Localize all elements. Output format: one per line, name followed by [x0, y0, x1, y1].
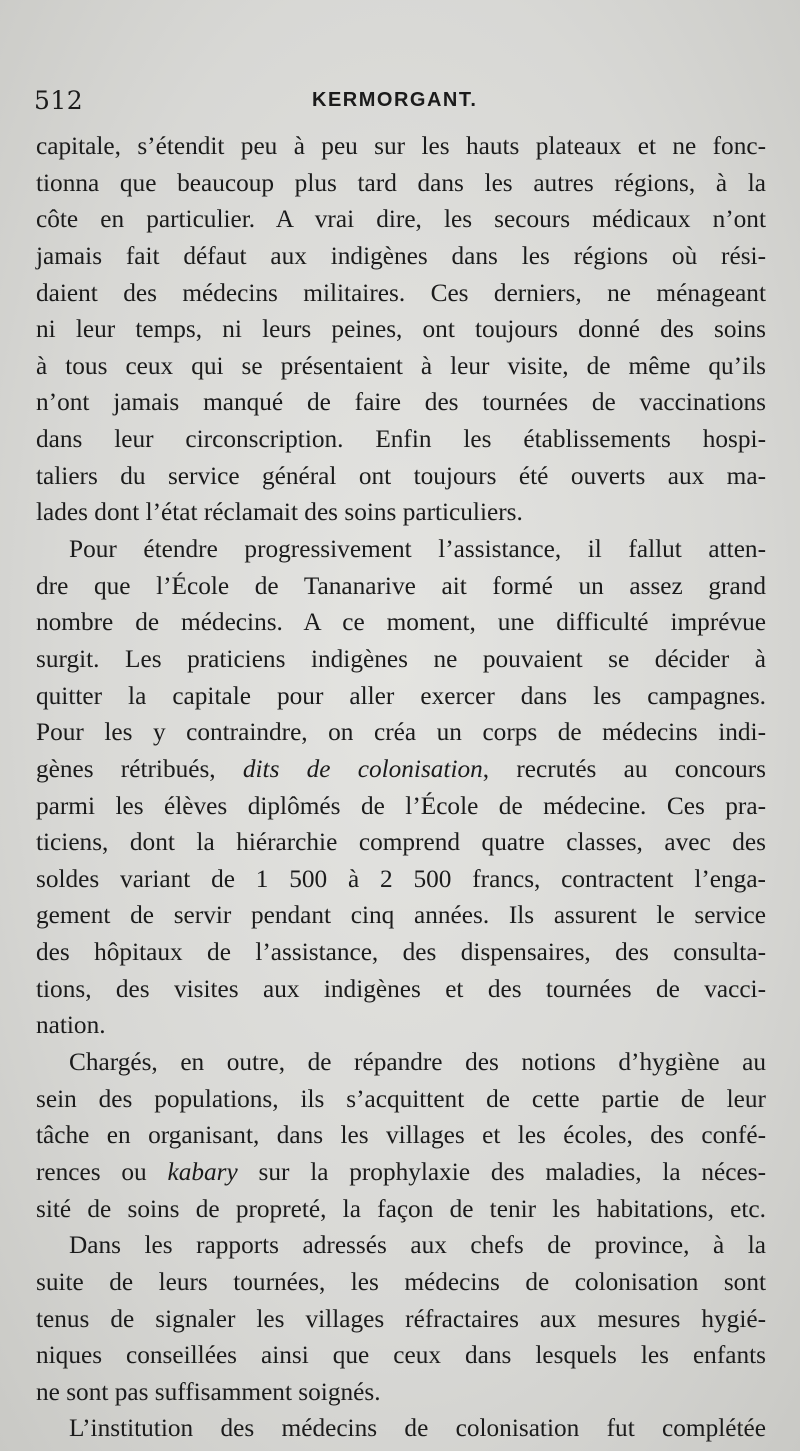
paragraph-2	[36, 531, 766, 1044]
paragraph-4	[36, 1227, 766, 1410]
text-line: quitter la capitale pour aller exercer dans les campagnes.	[36, 681, 766, 710]
text-line: des hôpitaux de l’assistance, des dispensaires, des consulta-	[36, 938, 766, 967]
paragraph-5	[36, 1410, 766, 1447]
text-line: sein des populations, ils s’acquittent de cette partie de leur	[36, 1084, 766, 1113]
text-line: soldes variant de 1 500 à 2 500 francs, contractent l’enga-	[36, 864, 766, 893]
text-line: nation.	[36, 1011, 106, 1040]
text-line: gènes rétribués, dits de colonisation, recrutés au concours	[36, 754, 767, 783]
page-header	[34, 86, 774, 126]
text-line: sité de soins de propreté, la façon de tenir les habitations, etc.	[36, 1194, 766, 1223]
text-line: tions, des visites aux indigènes et des tournées de vacci-	[36, 974, 766, 1003]
paragraph-1	[36, 128, 766, 531]
text-line: ni leur temps, ni leurs peines, ont toujours donné des soins	[36, 315, 766, 344]
text-line: gement de servir pendant cinq années. Ils assurent le service	[36, 901, 766, 930]
paragraph-3	[36, 1044, 766, 1227]
text-line: n’ont jamais manqué de faire des tournées de vaccinations	[36, 388, 766, 417]
text-line: taliers du service général ont toujours été ouverts aux ma-	[36, 461, 766, 490]
text-line: capitale, s’étendit peu à peu sur les hauts plateaux et ne fonc-	[36, 132, 766, 160]
text-line: ne sont pas suffisamment soignés.	[36, 1377, 381, 1406]
text-line: lades dont l’état réclamait des soins particuliers.	[36, 498, 523, 527]
text-line: niques conseillées ainsi que ceux dans lesquels les enfants	[36, 1341, 766, 1370]
italic-term: kabary	[167, 1157, 238, 1186]
text-line: dans leur circonscription. Enfin les établissements hospi-	[36, 425, 766, 454]
italic-term: dits de colonisation	[242, 754, 483, 783]
text-line: Dans les rapports adressés aux chefs de province, à la	[69, 1231, 766, 1260]
text-line: Chargés, en outre, de répandre des notions d’hygiène au	[69, 1048, 766, 1077]
text-line: surgit. Les praticiens indigènes ne pouvaient se décider à	[36, 644, 766, 673]
page-number: 512	[34, 86, 84, 115]
text-line: jamais fait défaut aux indigènes dans les régions où rési-	[36, 241, 766, 270]
text-line: à tous ceux qui se présentaient à leur visite, de même qu’ils	[36, 351, 766, 380]
text-line: parmi les élèves diplômés de l’École de médecine. Ces pra-	[36, 791, 766, 820]
text-line: dre que l’École de Tananarive ait formé un assez grand	[36, 571, 766, 600]
text-line: Pour étendre progressivement l’assistance, il fallut atten-	[69, 535, 766, 564]
body-text	[36, 128, 766, 1447]
text-line: rences ou kabary sur la prophylaxie des maladies, la néces-	[36, 1157, 766, 1186]
text-line: tenus de signaler les villages réfractaires aux mesures hygié-	[36, 1304, 766, 1333]
text-line: ticiens, dont la hiérarchie comprend quatre classes, avec des	[36, 828, 766, 857]
text-line: nombre de médecins. A ce moment, une difficulté imprévue	[36, 608, 766, 637]
text-line: tionna que beaucoup plus tard dans les autres régions, à la	[36, 168, 766, 197]
text-line: suite de leurs tournées, les médecins de colonisation sont	[36, 1267, 766, 1296]
text-line: tâche en organisant, dans les villages et les écoles, des confé-	[36, 1121, 766, 1150]
text-line: daient des médecins militaires. Ces derniers, ne ménageant	[36, 278, 766, 307]
text-line: Pour les y contraindre, on créa un corps de médecins indi-	[36, 718, 766, 747]
text-line: L’institution des médecins de colonisation fut complétée	[69, 1414, 766, 1443]
running-head: KERMORGANT.	[312, 89, 478, 111]
text-line: côte en particulier. A vrai dire, les secours médicaux n’ont	[36, 205, 766, 234]
